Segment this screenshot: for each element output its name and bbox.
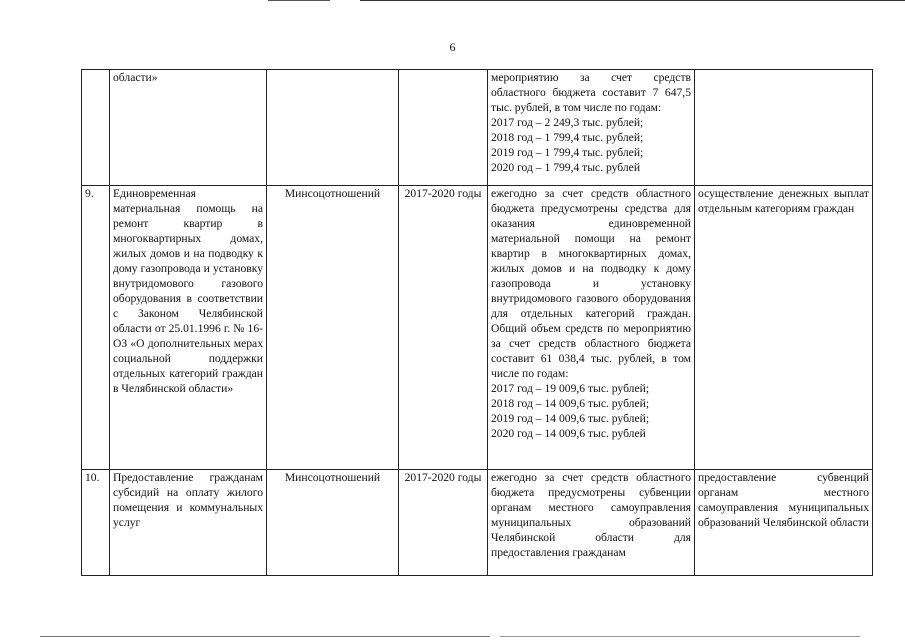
funding-year-line: 2020 год – 14 009,6 тыс. рублей bbox=[491, 427, 646, 440]
funding-year-line: 2019 год – 1 799,4 тыс. рублей; bbox=[491, 146, 644, 159]
funding-text bbox=[488, 70, 695, 186]
page-number: 6 bbox=[449, 40, 456, 54]
table-row bbox=[82, 470, 873, 576]
funding-year-line: 2019 год – 14 009,6 тыс. рублей; bbox=[491, 412, 650, 425]
row-number: 10. bbox=[82, 470, 110, 576]
table-row bbox=[82, 70, 873, 186]
funding-paragraph: мероприятию за счет средств областного бюджета составит 7 647,5 тыс. рублей, в том числе по годам: bbox=[491, 71, 691, 114]
executor bbox=[267, 70, 399, 186]
top-scan-line bbox=[360, 0, 905, 1]
funding-text bbox=[488, 470, 695, 576]
expected-result bbox=[695, 70, 873, 186]
funding-year-line: 2017 год – 2 249,3 тыс. рублей; bbox=[491, 116, 644, 129]
measures-table bbox=[81, 69, 873, 576]
row-number: 9. bbox=[82, 186, 110, 470]
period bbox=[399, 70, 488, 186]
executor: Минсоцотношений bbox=[267, 470, 399, 576]
measure-name: области» bbox=[110, 70, 267, 186]
funding-year-line: 2017 год – 19 009,6 тыс. рублей; bbox=[491, 382, 650, 395]
funding-year-line: 2018 год – 14 009,6 тыс. рублей; bbox=[491, 397, 650, 410]
period: 2017-2020 годы bbox=[399, 470, 488, 576]
expected-result: осуществление денежных выплат отдельным категориям граждан bbox=[695, 186, 873, 470]
funding-paragraph: ежегодно за счет средств областного бюджета предусмотрены средства для оказания единовременной материальной помощи на ремонт квартир в многоквартирных домах, жилых домов и на подводку к дому газопровода и установку внутридомового газового оборудования для отдельных категорий граждан. Общий объем средств по мероприятию за счет средств областного бюджета составит 61 038,4 тыс. рублей, в том числе по годам: bbox=[491, 187, 691, 380]
bottom-scan-line bbox=[500, 636, 860, 637]
funding-year-line: 2020 год – 1 799,4 тыс. рублей bbox=[491, 161, 641, 174]
expected-result: предоставление субвенций органам местного самоуправления муниципальных образований Челябинской области bbox=[695, 470, 873, 576]
executor: Минсоцотношений bbox=[267, 186, 399, 470]
top-scan-line bbox=[268, 0, 330, 1]
funding-text bbox=[488, 186, 695, 470]
period: 2017-2020 годы bbox=[399, 186, 488, 470]
funding-paragraph: ежегодно за счет средств областного бюджета предусмотрены субвенции органам местного самоуправления муниципальных образований Челябинской области для предоставления гражданам bbox=[491, 471, 691, 559]
measure-name: Предоставление гражданам субсидий на оплату жилого помещения и коммунальных услуг bbox=[110, 470, 267, 576]
measure-name: Единовременная материальная помощь на ремонт квартир в многоквартирных домах, жилых домов и на подводку к дому газопровода и установку внутридомового газового оборудования в соответствии с Законом Челябинской области от 25.01.1996 г. № 16-ОЗ «О дополнительных мерах социальной поддержки отдельных категорий граждан в Челябинской области» bbox=[110, 186, 267, 470]
funding-year-line: 2018 год – 1 799,4 тыс. рублей; bbox=[491, 131, 644, 144]
table-row bbox=[82, 186, 873, 470]
bottom-scan-line bbox=[40, 636, 490, 637]
row-number bbox=[82, 70, 110, 186]
